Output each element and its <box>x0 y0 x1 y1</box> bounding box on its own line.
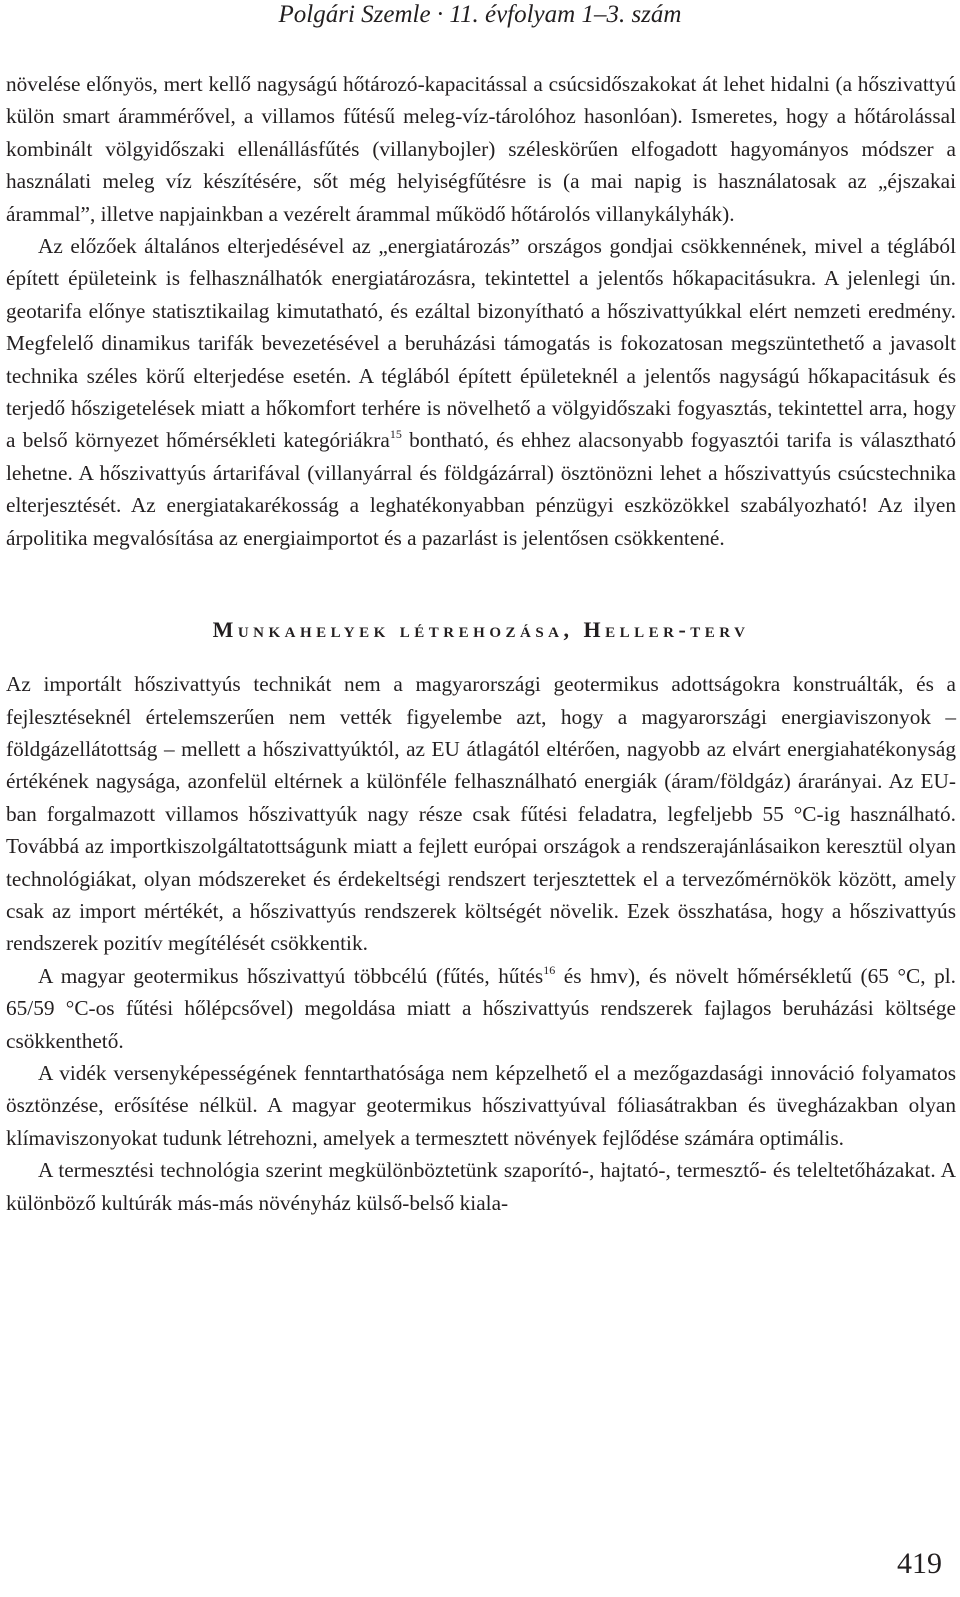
section-heading: Munkahelyek létrehozása, Heller-terv <box>212 617 750 643</box>
running-header: Polgári Szemle · 11. évfolyam 1–3. szám <box>278 1 682 28</box>
article-body <box>6 68 956 1219</box>
paragraph-text: Az előzőek általános elterjedésével az „energiatározás” országos gondjai csökkennének, mivel a téglából épített épületeink is felhasználhatók energiatározásra, tekintettel a jelentős hőkapacitásukra. A jelenlegi ún. geotarifa előnye statisztikailag kimutatható, és ezáltal bizonyítható a hőszivattyúkkal elért nemzeti eredmény. Megfelelő dinamikus tarifák bevezetésével a beruházási támogatás is fokozatosan megszüntethető a javasolt technika széles körű elterjedése esetén. A téglából épített épületeknél a jelentős nagyságú hőkapacitásuk és terjedő hőszigetelések miatt a hőkomfort terhére is növelhető a völgyidőszaki fogyasztás, tekintettel arra, hogy a belső környezet hőmérsékleti kategóriákra <box>6 234 956 453</box>
paragraph-rural-competitiveness: A vidék versenyképességének fenntarthatósága nem képzelhető el a mezőgazdasági innováció folyamatos ösztönzése, erősítése nélkül. A magyar geotermikus hőszivattyúval fóliasátrakban és üvegházakban olyan klímaviszonyokat tudunk létrehozni, amelyek a termesztett növények fejlődése számára optimális. <box>6 1060 956 1150</box>
footnote-ref-15[interactable]: 15 <box>389 427 402 442</box>
paragraph-cultivation-technology: A termesztési technológia szerint megkülönböztetünk szaporító-, hajtató-, termesztő- és teleltetőházakat. A különböző kultúrák más-más növényház külső-belső kiala- <box>6 1158 956 1215</box>
paragraph-geothermal-heat-pump <box>6 960 956 1057</box>
paragraph-imported-technology: Az importált hőszivattyús technikát nem a magyarországi geotermikus adottságokra konstruálták, és a fejlesztéseknél értelemszerűen nem vették figyelembe azt, hogy a magyarországi energiaviszonyok – földgázellátottság – mellett a hőszivattyúktól, az EU átlagától eltérően, nagyobb az elvárt energiahatékonyság értékének nagysága, azonfelül eltérnek a különféle felhasználható energiák (áram/földgáz) árarányai. Az EU-ban forgalmazott villamos hőszivattyúk nagy része csak fűtési feladatra, legfeljebb 55 °C-ig használható. Továbbá az importkiszolgáltatottságunk miatt a fejlett európai országok a rendszerajánlásaikon keresztül olyan technológiákat, olyan módszereket és érdekeltségi rendszert terjesztettek el a tervezőmérnökök között, amely csak az import mértékét, a hőszivattyús rendszerek költségét növelik. Ezek összhatása, hogy a hőszivattyús rendszerek pozitív megítélését csökkentik. <box>6 672 956 956</box>
paragraph-text: és hmv), és növelt hőmérsékletű (65 °C, pl. 65/59 °C-os fűtési hőlépcsővel) megoldása miatt a hőszivattyús rendszerek fajlagos beruházási költsége csökkenthető. <box>6 963 957 1053</box>
footnote-ref-16[interactable]: 16 <box>543 962 556 977</box>
page-number: 419 <box>897 1547 942 1580</box>
paragraph-text: bontható, és ehhez alacsonyabb fogyasztói tarifa is választható lehetne. A hőszivattyús ártarifával (villanyárral és földgázárral) ösztönözni lehet a hőszivattyús csúcstechnika elterjesztését. Az energiatakarékosság a leghatékonyabban pénzügyi eszközökkel szabályozható! Az ilyen árpolitika megvalósítása az energiaimportot és a pazarlást is jelentősen csökkentené. <box>6 428 956 550</box>
paragraph-energy-storage <box>6 230 956 554</box>
paragraph-continuation: növelése előnyös, mert kellő nagyságú hőtározó-kapacitással a csúcsidőszakokat át lehet hidalni (a hőszivattyú külön smart árammérővel, a villamos fűtésű meleg-víz-tárolóhoz hasonlóan). Ismeretes, hogy a hőtárolással kombinált völgyidőszaki ellenállásfűtés (villanybojler) széleskörűen elfogadott hagyományos módszer a használati meleg víz készítésére, sőt még helyiségfűtésre is (a mai napig is használatosak az „éjszakai árammal”, illetve napjainkban a vezérelt árammal működő hőtárolós villanykályhák). <box>6 72 956 226</box>
paragraph-text: A magyar geotermikus hőszivattyú többcélú (fűtés, hűtés <box>38 963 544 988</box>
